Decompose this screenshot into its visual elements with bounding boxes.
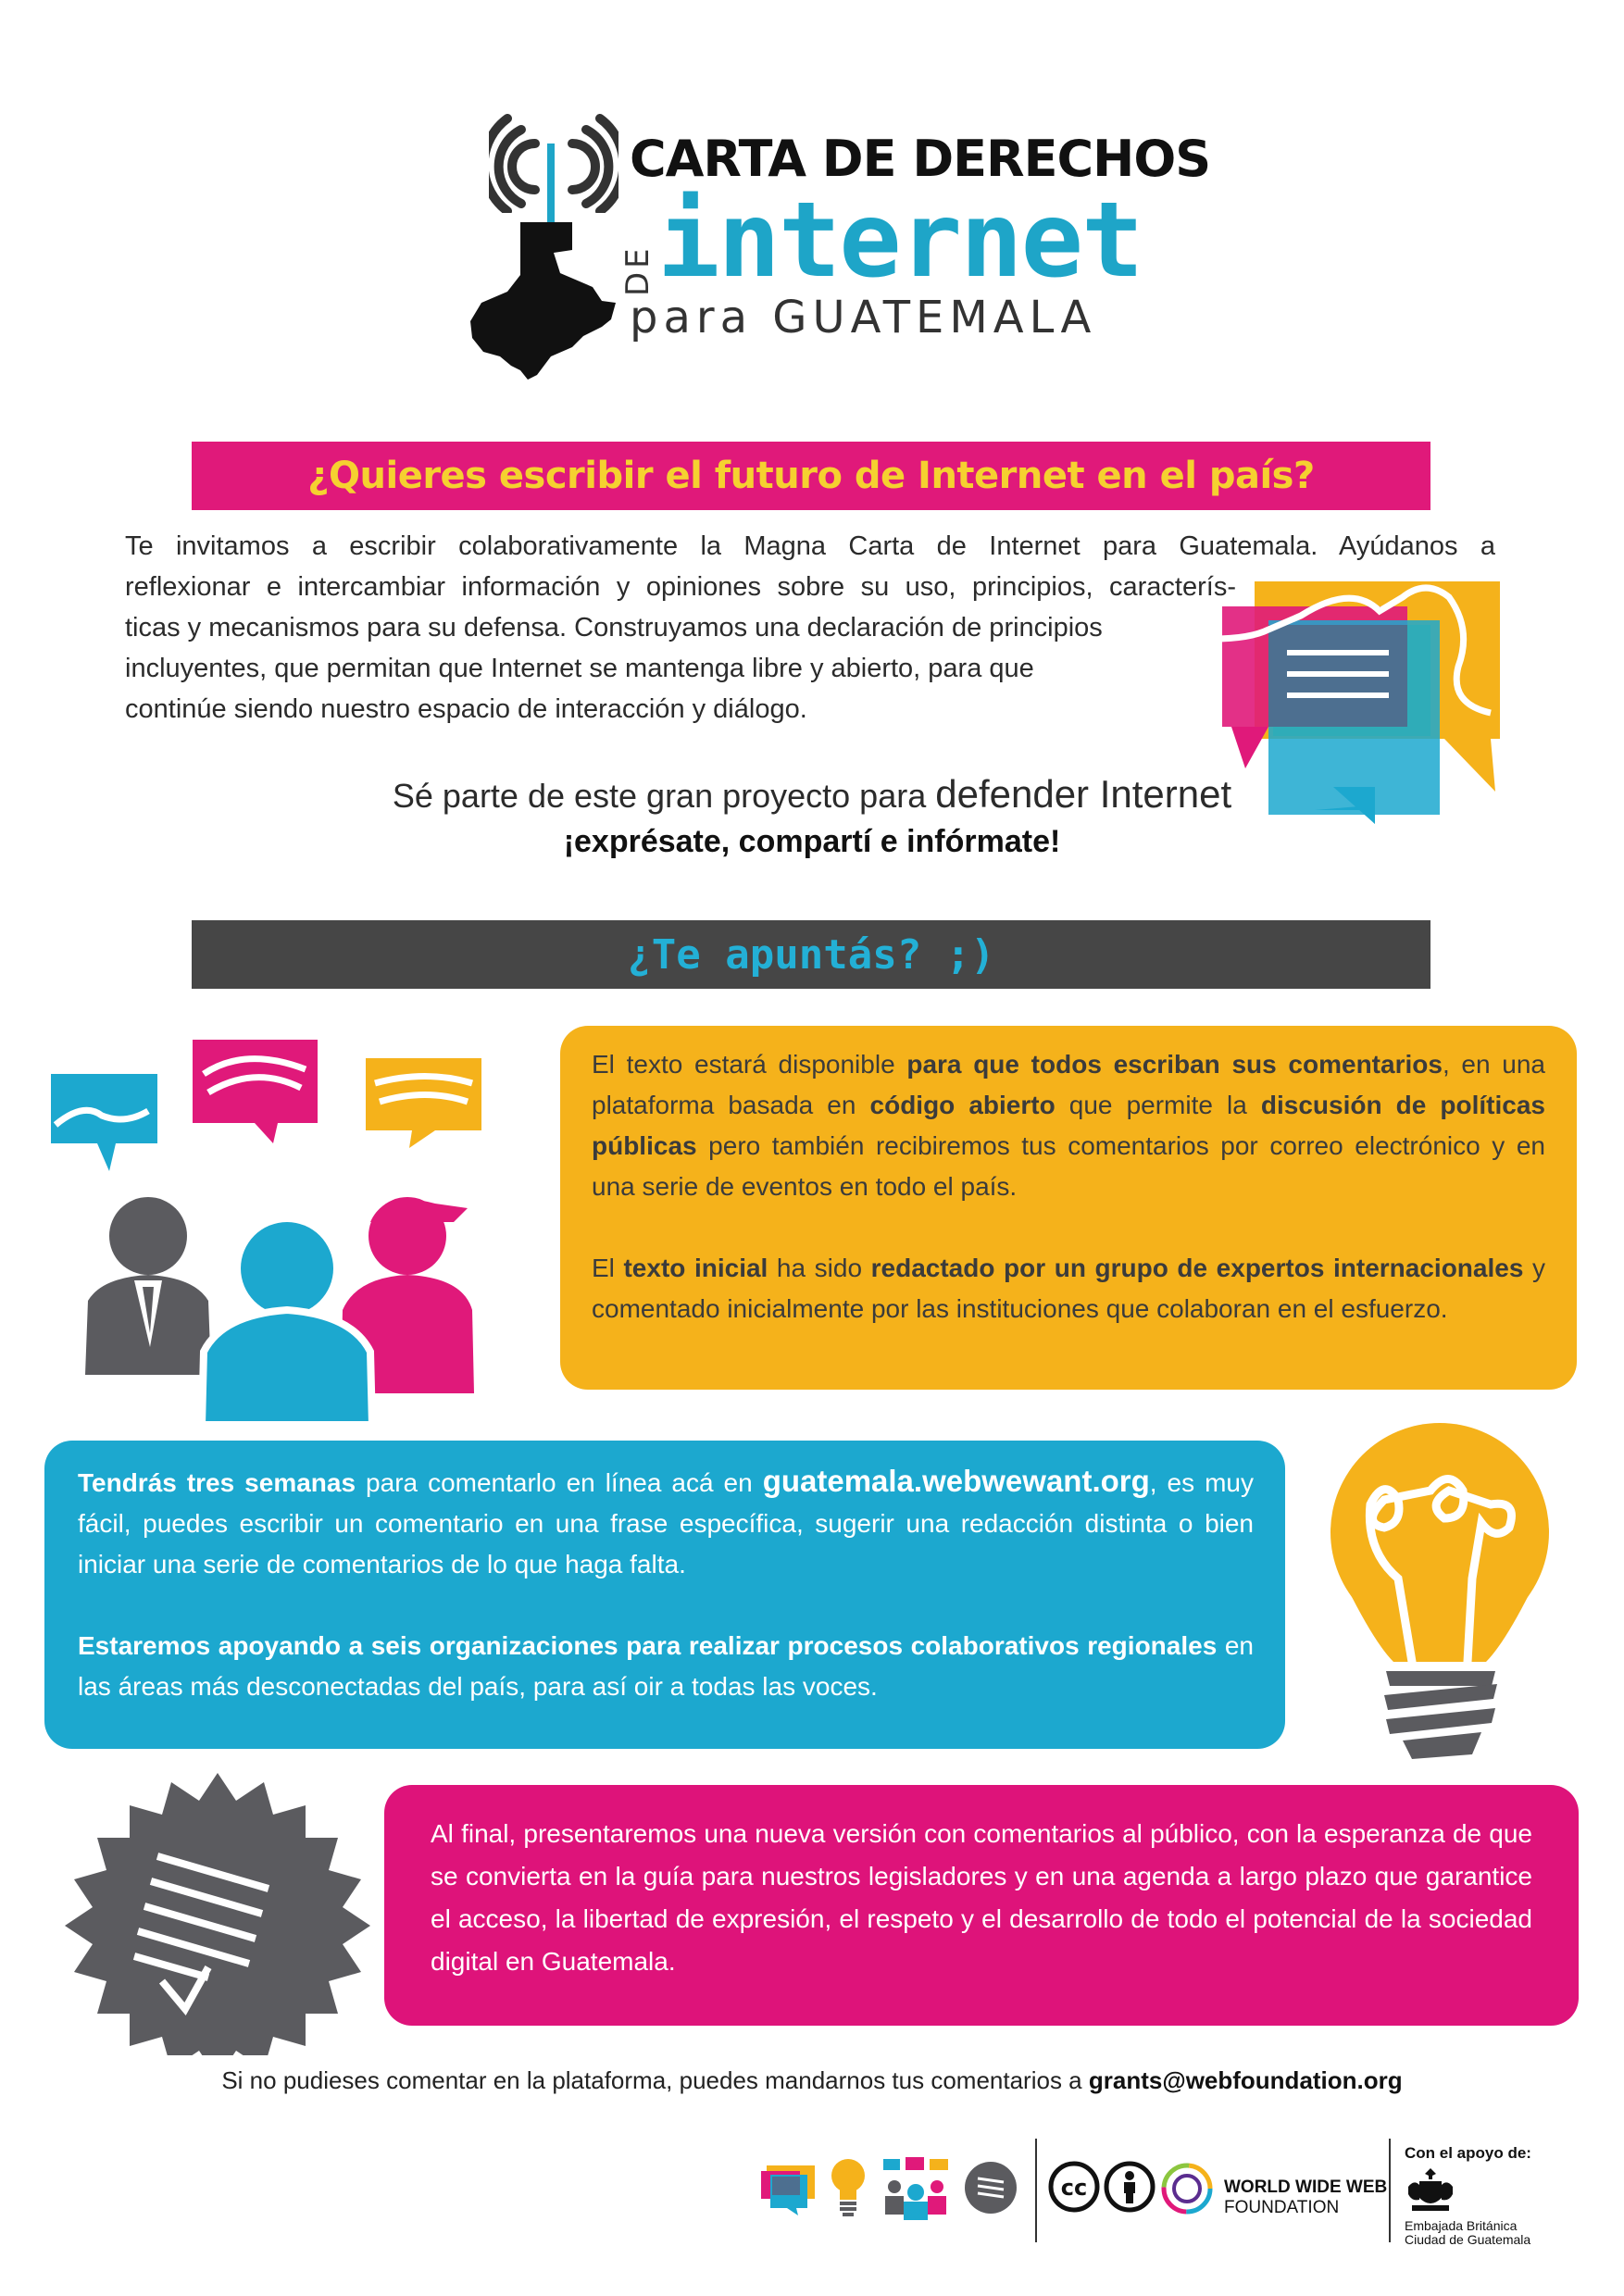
blue-speech-bubble	[51, 1074, 157, 1171]
blue-box-paragraph-1	[78, 1461, 1254, 1585]
yellow-info-box	[560, 1026, 1577, 1390]
mini-lightbulb-icon	[827, 2157, 869, 2218]
intro-line-1: Te invitamos a escribir colaborativamente la Magna Carta de Internet para Guatemala. Ayúdanos a	[125, 531, 1495, 561]
bold-span: código abierto	[869, 1091, 1056, 1119]
royal-coat-of-arms-icon	[1405, 2166, 1456, 2215]
bold-span: discusión de políticas públicas	[592, 1091, 1545, 1160]
text-span: ha sido	[768, 1254, 871, 1282]
seal-shape	[65, 1773, 370, 2055]
pink-info-box	[384, 1785, 1579, 2026]
intro-line-3: ticas y mecanismos para su defensa. Construyamos una declaración de principios	[125, 613, 1103, 643]
cta-line-1	[0, 772, 1624, 817]
text-span: , en una plataforma basada en	[592, 1050, 1545, 1119]
yellow-box-paragraph-1	[592, 1044, 1545, 1207]
embassy-line-1: Embajada Británica	[1405, 2218, 1518, 2233]
creative-commons-icon	[1048, 2161, 1100, 2213]
embassy-label	[1405, 2219, 1530, 2247]
world-wide-web-foundation-logo-icon	[1159, 2161, 1215, 2216]
text-span: , es muy fácil, puedes escribir un comentario en una frase específica, sugerir una redacción distinta o bien iniciar una serie de comentarios de lo que haga falta.	[78, 1468, 1255, 1578]
webwewant-link[interactable]: guatemala.webwewant.org	[762, 1464, 1150, 1498]
pink-speech-bubble	[193, 1040, 318, 1143]
text-span: que permite la	[1055, 1091, 1261, 1119]
support-label: Con el apoyo de:	[1405, 2144, 1531, 2162]
lightbulb-icon	[1310, 1412, 1560, 1764]
intro-line-5: continúe siendo nuestro espacio de interacción y diálogo.	[125, 694, 807, 724]
text-span: para comentarlo en línea acá en	[356, 1468, 763, 1497]
guatemala-map-icon	[463, 218, 620, 384]
yellow-box-paragraph-2	[592, 1248, 1545, 1329]
attribution-icon	[1104, 2161, 1156, 2213]
bold-span: para que todos escriban sus comentarios	[906, 1050, 1443, 1079]
text-span: y comentado inicialmente por las instituciones que colaboran en el esfuerzo.	[592, 1254, 1545, 1323]
text-span: El	[592, 1254, 624, 1282]
join-banner	[192, 920, 1430, 989]
wwwf-title: WORLD WIDE WEB	[1224, 2177, 1388, 2197]
join-banner-text: ¿Te apuntás? ;)	[627, 930, 995, 979]
mini-chat-bubbles-icon	[759, 2162, 817, 2217]
blue-info-box	[44, 1441, 1285, 1749]
people-illustration	[46, 1032, 518, 1421]
footer-note-text: Si no pudieses comentar en la plataforma, puedes mandarnos tus comentarios a	[221, 2066, 1089, 2094]
footer-separator-1	[1035, 2139, 1037, 2242]
text-span: en las áreas más desconectadas del país, para así oir a todas las voces.	[78, 1631, 1254, 1701]
footer-note	[0, 2066, 1624, 2095]
wwwf-subtitle: FOUNDATION	[1224, 2198, 1340, 2217]
headline-text: ¿Quieres escribir el futuro de Internet en el país?	[307, 455, 1315, 497]
cta-line-1-a: Sé parte de este gran proyecto para	[392, 777, 936, 815]
intro-line-4: incluyentes, que permitan que Internet se mantenga libre y abierto, para que	[125, 654, 1034, 683]
headline-banner	[192, 442, 1430, 510]
intro-line-2: reflexionar e intercambiar información y opiniones sobre su uso, principios, caracterís-	[125, 572, 1236, 602]
pink-box-paragraph: Al final, presentaremos una nueva versión con comentarios al público, con la esperanza de que se convierta en la guía para nuestros legisladores y en una agenda a largo plazo que garantice el acceso, la libertad de expresión, el respeto y el desarrollo de todo el potencial de la sociedad digital en Guatemala.	[431, 1819, 1532, 1976]
seal-badge-icon	[51, 1768, 384, 2055]
blue-box-paragraph-2	[78, 1626, 1254, 1707]
mini-seal-icon	[963, 2160, 1018, 2215]
bold-span: Tendrás tres semanas	[78, 1468, 356, 1497]
logo-de-text: DE	[619, 244, 656, 296]
yellow-speech-bubble	[366, 1058, 481, 1148]
logo-title-line1: CARTA DE DERECHOS	[630, 130, 1211, 188]
logo-title-para: para GUATEMALA	[630, 292, 1097, 343]
mini-people-icon	[880, 2157, 954, 2220]
text-span: El texto estará disponible	[592, 1050, 907, 1079]
cc-label: cc	[1060, 2175, 1088, 2201]
footer-separator-2	[1389, 2139, 1391, 2242]
embassy-line-2: Ciudad de Guatemala	[1405, 2232, 1531, 2247]
logo-title-internet: internet	[657, 181, 1143, 301]
cta-line-1-b: defender Internet	[935, 772, 1232, 816]
cta-line-2: ¡exprésate, compartí e infórmate!	[563, 824, 1061, 859]
email-link[interactable]: grants@webfoundation.org	[1088, 2066, 1403, 2094]
bold-span: texto inicial	[623, 1254, 768, 1282]
bold-span: Estaremos apoyando a seis organizaciones para realizar procesos colaborativos regionales	[78, 1631, 1218, 1660]
text-span: pero también recibiremos tus comentarios por correo electrónico y en una serie de eventos en todo el país.	[592, 1131, 1545, 1201]
bold-span: redactado por un grupo de expertos internacionales	[870, 1254, 1524, 1282]
